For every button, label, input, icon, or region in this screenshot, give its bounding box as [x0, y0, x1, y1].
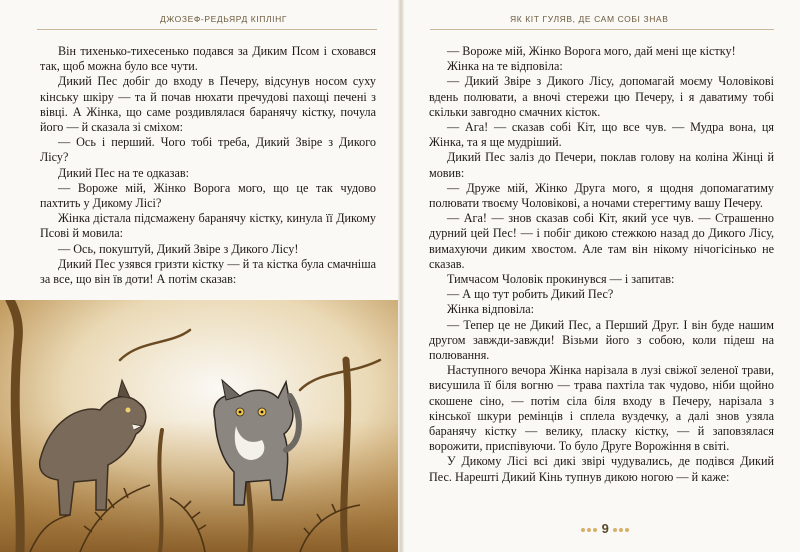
paragraph: Жінка відповіла: — [447, 302, 534, 317]
page-number — [580, 521, 630, 536]
paragraph: Дикий Пес заліз до Печери, поклав голову на коліна Жінці й мовив: — [429, 150, 774, 180]
left-page — [0, 0, 398, 552]
paragraph: — Дикий Звіре з Дикого Лісу, допомагай моєму Чоловікові вдень полювати, а вночі стережи цю Печеру, і я даватиму тобі скільки завгодно смачних кісток. — [429, 74, 774, 119]
paragraph: — Вороже мій, Жінко Ворога мого, що це так чудово пахтить у Дикому Лісі? — [40, 180, 376, 211]
ornament-dot — [625, 528, 629, 532]
paragraph: — Ага! — знов сказав собі Кіт, який усе чув. — Страшенно дурний цей Пес! — і побіг дикою стежкою назад до Дикого Лісу, вимахуючи диким хвостом. Але там він нікому нічогісінько не сказав. — [429, 211, 774, 271]
paragraph: Наступного вечора Жінка нарізала в лузі свіжої зеленої трави, висушила її біля вогню — трава пахтіла так чудово, ніби щойно скошене сіно, — потім сіла біля входу в Печеру, нарізала з кінської шкури ремінців і сплела вуздечку, а далі знов узяла баранячу кістку — велику, пласку кістку, — й заповзялася ворожити, приспівуючи. То було Друге Ворожіння в світі. — [429, 363, 774, 454]
paragraph: — Друже мій, Жінко Друга мого, я щодня допомагатиму полювати твоєму Чоловікові, а ночами стерегтиму вашу Печеру. — [429, 180, 774, 211]
paragraph: — Тепер це не Дикий Пес, а Перший Друг. І він буде нашим другом завжди-завжди! Візьми його з собою, коли підеш на полювання. — [429, 317, 774, 363]
paragraph: — Вороже мій, Жінко Ворога мого, дай мені ще кістку! — [447, 44, 736, 58]
ornament-dot — [581, 528, 585, 532]
header-rule — [430, 29, 774, 30]
paragraph: Тимчасом Чоловік прокинувся — і запитав: — [447, 272, 675, 287]
left-page-text — [40, 44, 376, 287]
paragraph: Він тихенько-тихесенько подався за Диким Псом і сховався так, щоб можна було все чути. — [40, 44, 376, 74]
paragraph: — А що тут робить Дикий Пес? — [447, 287, 614, 302]
paragraph: Жінка на те відповіла: — [447, 59, 563, 74]
illustration-dog-and-cat — [0, 300, 398, 552]
paragraph: Дикий Пес узявся гризти кістку — й та кістка була смачніша за все, що він їв доти! А потім сказав: — [40, 256, 376, 287]
running-head-title: ЯК КІТ ГУЛЯВ, ДЕ САМ СОБІ ЗНАВ — [510, 14, 669, 24]
paragraph: Дикий Пес добіг до входу в Печеру, відсунув носом суху кінську шкіру — та й почав нюхати пречудові пахощі печені з вівці. А Жінка, що саме роздивлялася баранячу кістку, почула його — й сказала зі сміхом: — [40, 74, 376, 135]
ornament-dot — [613, 528, 617, 532]
header-rule — [37, 29, 377, 30]
paragraph: Жінка дістала підсмажену баранячу кістку, кинула її Дикому Псові й мовила: — [40, 211, 376, 241]
right-page — [404, 0, 800, 552]
running-head-author: ДЖОЗЕФ-РЕДЬЯРД КІПЛІНГ — [160, 14, 288, 24]
ornament-dot — [593, 528, 597, 532]
paragraph: — Ось і перший. Чого тобі треба, Дикий Звіре з Дикого Лісу? — [40, 135, 376, 165]
paragraph: — Ага! — сказав собі Кіт, що все чув. — Мудра вона, ця Жінка, та я ще мудріший. — [429, 120, 774, 150]
paragraph: — Ось, покуштуй, Дикий Звіре з Дикого Лісу! — [58, 241, 299, 256]
paragraph: У Дикому Лісі всі дикі звірі чудувались, де подівся Дикий Пес. Нарешті Дикий Кінь тупнув дикою ногою — й каже: — [429, 454, 774, 484]
ornament-dot — [619, 528, 623, 532]
page-number-value: 9 — [601, 521, 609, 536]
paragraph: Дикий Пес на те одказав: — [58, 165, 190, 180]
right-page-text — [429, 44, 774, 485]
ornament-dot — [587, 528, 591, 532]
